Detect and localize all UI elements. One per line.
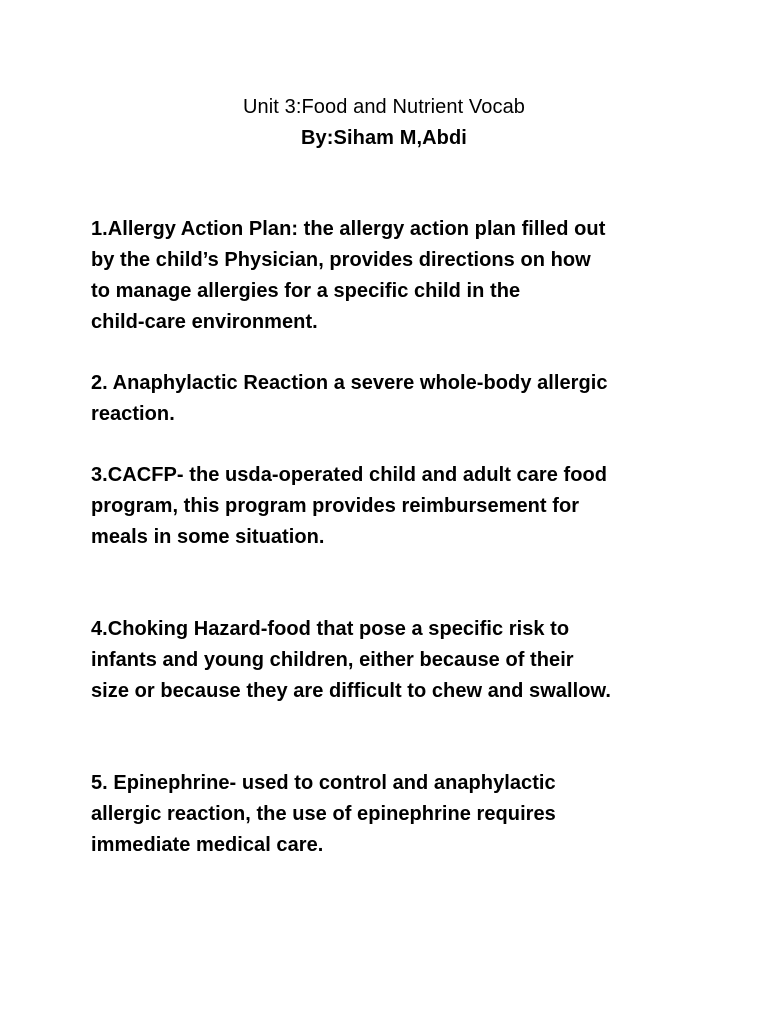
entry-line: immediate medical care. <box>91 834 324 856</box>
vocab-entry-cacfp <box>91 460 711 553</box>
entry-line: by the child’s Physician, provides directions on how <box>91 249 591 271</box>
document-title: Unit 3:Food and Nutrient Vocab <box>242 96 526 118</box>
entry-line: 4.Choking Hazard-food that pose a specific risk to <box>91 618 570 640</box>
entry-line: size or because they are difficult to chew and swallow. <box>91 680 611 702</box>
entry-line: infants and young children, either because of their <box>91 649 574 671</box>
entry-line: 5. Epinephrine- used to control and anaphylactic <box>91 772 556 794</box>
document-author: By:Siham M,Abdi <box>301 127 467 149</box>
entry-line: reaction. <box>91 403 175 425</box>
entry-line: program, this program provides reimbursement for <box>91 495 580 517</box>
entry-line: 3.CACFP- the usda-operated child and adult care food <box>91 464 607 486</box>
vocab-entry-allergy-action-plan <box>91 214 711 338</box>
vocab-entry-choking-hazard <box>91 614 711 707</box>
vocab-entry-anaphylactic-reaction <box>91 368 711 430</box>
entry-line: meals in some situation. <box>91 526 325 548</box>
entry-line: 1.Allergy Action Plan: the allergy action plan filled out <box>91 218 606 240</box>
entry-line: child-care environment. <box>91 311 318 333</box>
entry-line: allergic reaction, the use of epinephrine requires <box>91 803 556 825</box>
entry-line: 2. Anaphylactic Reaction a severe whole-body allergic <box>91 372 608 394</box>
entry-line: to manage allergies for a specific child in the <box>91 280 521 302</box>
vocab-entry-epinephrine <box>91 768 711 861</box>
